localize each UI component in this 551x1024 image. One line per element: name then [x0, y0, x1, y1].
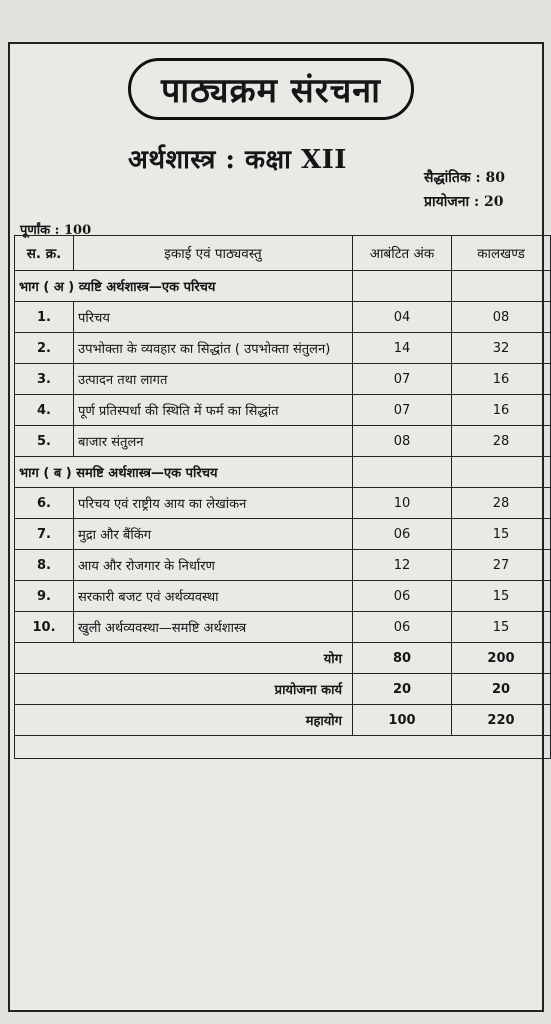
row-periods: 32 — [452, 333, 551, 364]
grand-total-marks: 100 — [353, 705, 452, 736]
row-serial: 4. — [15, 395, 74, 426]
row-periods: 28 — [452, 426, 551, 457]
row-serial: 9. — [15, 581, 74, 612]
row-unit: आय और रोजगार के निर्धारण — [74, 550, 353, 581]
project-row — [15, 674, 551, 705]
row-marks: 04 — [353, 302, 452, 333]
row-periods: 28 — [452, 488, 551, 519]
row-periods: 08 — [452, 302, 551, 333]
row-serial: 1. — [15, 302, 74, 333]
row-marks: 06 — [353, 581, 452, 612]
row-unit: उपभोक्ता के व्यवहार का सिद्धांत ( उपभोक्ता संतुलन) — [74, 333, 353, 364]
project-row-periods: 20 — [452, 674, 551, 705]
row-marks: 08 — [353, 426, 452, 457]
row-periods: 15 — [452, 519, 551, 550]
theory-marks: सैद्धांतिक : 80 — [424, 170, 506, 186]
table-row — [15, 302, 551, 333]
syllabus-table — [14, 235, 551, 759]
row-unit: परिचय एवं राष्ट्रीय आय का लेखांकन — [74, 488, 353, 519]
row-periods: 15 — [452, 581, 551, 612]
part-a-heading: भाग ( अ ) व्यष्टि अर्थशास्त्र—एक परिचय — [15, 271, 353, 302]
table-header-row — [15, 236, 551, 271]
table-row — [15, 550, 551, 581]
row-serial: 2. — [15, 333, 74, 364]
row-periods: 16 — [452, 395, 551, 426]
row-marks: 14 — [353, 333, 452, 364]
row-unit: पूर्ण प्रतिस्पर्धा की स्थिति में फर्म का सिद्धांत — [74, 395, 353, 426]
grand-total-row — [15, 705, 551, 736]
row-unit: उत्पादन तथा लागत — [74, 364, 353, 395]
page-subtitle: अर्थशास्त्र : कक्षा XII — [128, 145, 347, 175]
row-unit: परिचय — [74, 302, 353, 333]
row-serial: 5. — [15, 426, 74, 457]
row-serial: 8. — [15, 550, 74, 581]
row-periods: 27 — [452, 550, 551, 581]
table-row — [15, 488, 551, 519]
project-row-marks: 20 — [353, 674, 452, 705]
blank-row — [15, 736, 551, 759]
project-label: प्रायोजना कार्य — [15, 674, 353, 705]
header-serial: स. क्र. — [15, 236, 74, 271]
table-row — [15, 519, 551, 550]
table-row — [15, 395, 551, 426]
row-serial: 3. — [15, 364, 74, 395]
row-marks: 10 — [353, 488, 452, 519]
page-title: पाठ्यक्रम संरचना — [161, 71, 381, 111]
total-periods: 200 — [452, 643, 551, 674]
row-unit: सरकारी बजट एवं अर्थव्यवस्था — [74, 581, 353, 612]
row-marks: 07 — [353, 364, 452, 395]
row-unit: मुद्रा और बैंकिंग — [74, 519, 353, 550]
total-row — [15, 643, 551, 674]
header-periods: कालखण्ड — [452, 236, 551, 271]
full-marks: पूर्णांक : 100 — [20, 223, 92, 238]
row-serial: 6. — [15, 488, 74, 519]
row-serial: 7. — [15, 519, 74, 550]
total-label: योग — [15, 643, 353, 674]
row-marks: 12 — [353, 550, 452, 581]
header-marks: आबंटित अंक — [353, 236, 452, 271]
table-row — [15, 333, 551, 364]
part-b-heading: भाग ( ब ) समष्टि अर्थशास्त्र—एक परिचय — [15, 457, 353, 488]
table-row — [15, 581, 551, 612]
project-marks: प्रायोजना : 20 — [424, 194, 504, 210]
row-periods: 16 — [452, 364, 551, 395]
grand-total-label: महायोग — [15, 705, 353, 736]
row-periods: 15 — [452, 612, 551, 643]
row-unit: खुली अर्थव्यवस्था—समष्टि अर्थशास्त्र — [74, 612, 353, 643]
header-unit: इकाई एवं पाठ्यवस्तु — [74, 236, 353, 271]
row-marks: 06 — [353, 612, 452, 643]
row-marks: 07 — [353, 395, 452, 426]
total-marks: 80 — [353, 643, 452, 674]
grand-total-periods: 220 — [452, 705, 551, 736]
table-row — [15, 426, 551, 457]
part-b-row — [15, 457, 551, 488]
part-a-row — [15, 271, 551, 302]
title-frame — [128, 58, 414, 120]
row-serial: 10. — [15, 612, 74, 643]
row-marks: 06 — [353, 519, 452, 550]
row-unit: बाजार संतुलन — [74, 426, 353, 457]
table-row — [15, 612, 551, 643]
table-row — [15, 364, 551, 395]
